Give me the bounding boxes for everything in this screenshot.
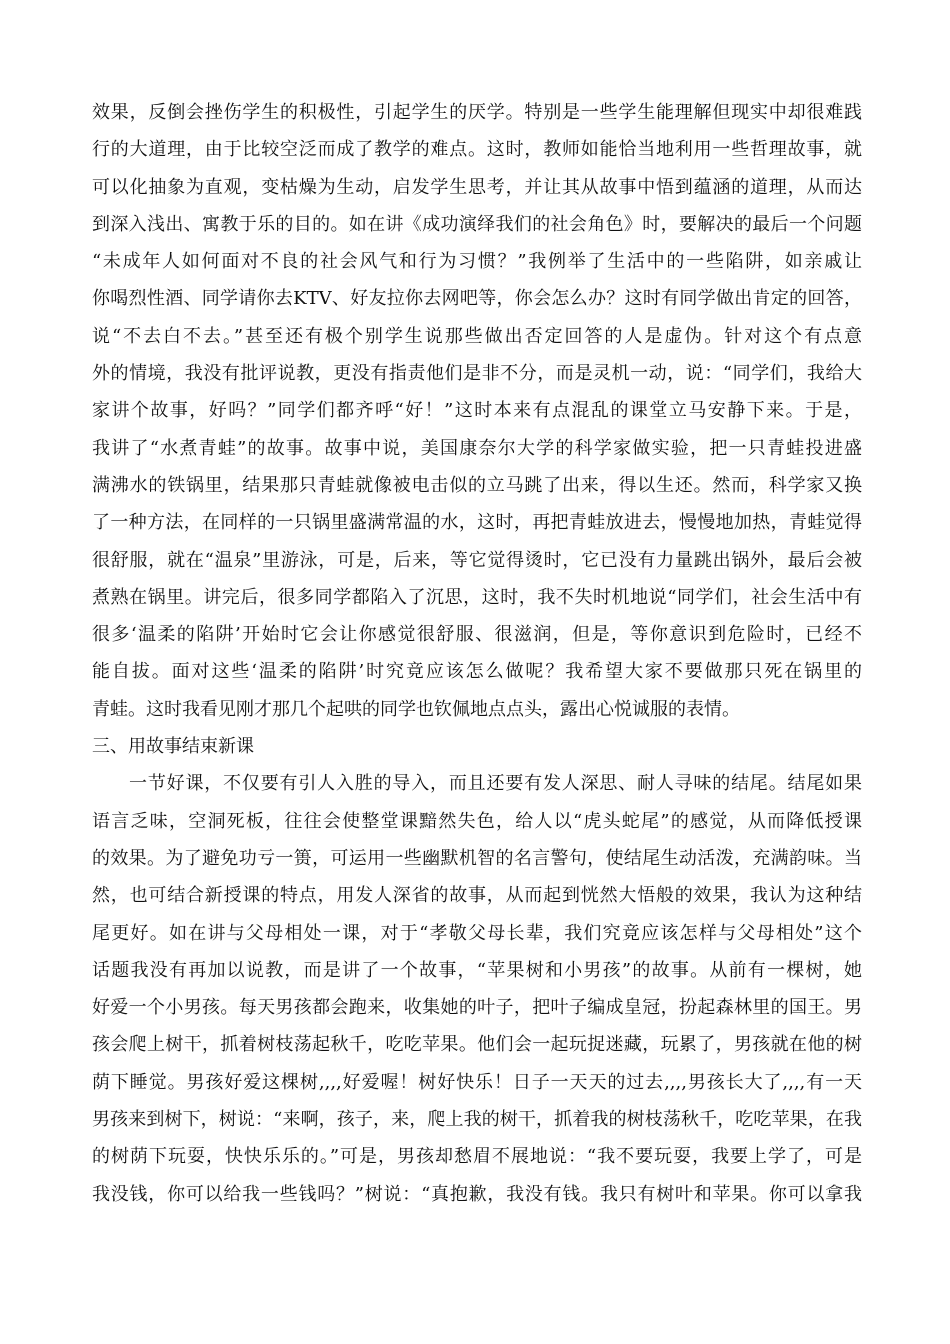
text-line: “未成年人如何面对不良的社会风气和行为习惯？”我例举了生活中的一些陷阱，如亲戚让 [92,251,862,273]
text-line: 孩会爬上树干，抓着树枝荡起秋千，吃吃苹果。他们会一起玩捉迷藏，玩累了，男孩就在他的树 [92,1034,862,1056]
text-line: 说“不去白不去。”甚至还有极个别学生说那些做出否定回答的人是虚伪。针对这个有点意 [92,325,862,347]
text-line: 我没钱，你可以给我一些钱吗？”树说：“真抱歉，我没有钱。我只有树叶和苹果。你可以拿我 [92,1183,862,1205]
text-line: 行的大道理，由于比较空泛而成了教学的难点。这时，教师如能恰当地利用一些哲理故事，就 [92,139,862,161]
text-line: 能自拔。面对这些‘温柔的陷阱’时究竟应该怎么做呢？我希望大家不要做那只死在锅里的 [92,661,862,683]
text-line: 男孩来到树下，树说：“来啊，孩子，来，爬上我的树干，抓着我的树枝荡秋千，吃吃苹果，在我 [92,1109,862,1131]
text-line: 很舒服，就在“温泉”里游泳，可是，后来，等它觉得烫时，它已没有力量跳出锅外，最后会被 [92,549,862,571]
text-line: 然，也可结合新授课的特点，用发人深省的故事，从而起到恍然大悟般的效果，我认为这种结 [92,885,862,907]
text-line: 我讲了“水煮青蛙”的故事。故事中说，美国康奈尔大学的科学家做实验，把一只青蛙投进盛 [92,437,862,459]
text-line: 的树荫下玩耍，快快乐乐的。”可是，男孩却愁眉不展地说：“我不要玩耍，我要上学了，可是 [92,1146,862,1168]
text-line: 话题我没有再加以说教，而是讲了一个故事，“苹果树和小男孩”的故事。从前有一棵树，她 [92,959,862,981]
text-line: 了一种方法，在同样的一只锅里盛满常温的水，这时，再把青蛙放进去，慢慢地加热，青蛙觉得 [92,512,862,534]
text-line: 效果，反倒会挫伤学生的积极性，引起学生的厌学。特别是一些学生能理解但现实中却很难践 [92,102,862,123]
paragraph-water-frog [92,94,862,728]
text-line: 青蛙。这时我看见刚才那几个起哄的同学也钦佩地点点头，露出心悦诚服的表情。 [92,698,740,720]
section-heading: 三、用故事结束新课 [92,736,254,758]
text-line: 语言乏味，空洞死板，往往会使整堂课黯然失色，给人以“虎头蛇尾”的感觉，从而降低授课 [92,810,862,832]
text-line: 可以化抽象为直观，变枯燥为生动，启发学生思考，并让其从故事中悟到蕴涵的道理，从而达 [92,176,862,198]
text-line: 满沸水的铁锅里，结果那只青蛙就像被电击似的立马跳了出来，得以生还。然而，科学家又换 [92,474,862,496]
text-line: 一节好课，不仅要有引人入胜的导入，而且还要有发人深思、耐人寻味的结尾。结尾如果 [129,773,862,795]
text-line: 家讲个故事，好吗？”同学们都齐呼“好！”这时本来有点混乱的课堂立马安静下来。于是， [92,400,862,422]
document-page [92,94,862,1213]
text-line: 好爱一个小男孩。每天男孩都会跑来，收集她的叶子，把叶子编成皇冠，扮起森林里的国王。男 [92,997,862,1019]
text-line: 外的情境，我没有批评说教，更没有指责他们是非不分，而是灵机一动，说：“同学们，我给大 [92,363,862,385]
text-line: 煮熟在锅里。讲完后，很多同学都陷入了沉思，这时，我不失时机地说“同学们，社会生活中有 [92,586,862,608]
text-line: 很多‘温柔的陷阱’开始时它会让你感觉很舒服、很滋润，但是，等你意识到危险时，已经不 [92,624,862,646]
paragraph-ending-with-story [92,765,862,1213]
text-line: 到深入浅出、寓教于乐的目的。如在讲《成功演绎我们的社会角色》时，要解决的最后一个问题 [92,213,862,235]
text-line: 荫下睡觉。男孩好爱这棵树,,,,好爱喔！树好快乐！日子一天天的过去,,,,男孩长大了,,,,有一天 [92,1071,862,1093]
text-line: 尾更好。如在讲与父母相处一课，对于“孝敬父母长辈，我们究竟应该怎样与父母相处”这个 [92,922,862,944]
text-line: 你喝烈性酒、同学请你去KTV、好友拉你去网吧等，你会怎么办？这时有同学做出肯定的回答， [92,288,862,310]
text-line: 的效果。为了避免功亏一篑，可运用一些幽默机智的名言警句，使结尾生动活泼，充满韵味。当 [92,847,862,869]
